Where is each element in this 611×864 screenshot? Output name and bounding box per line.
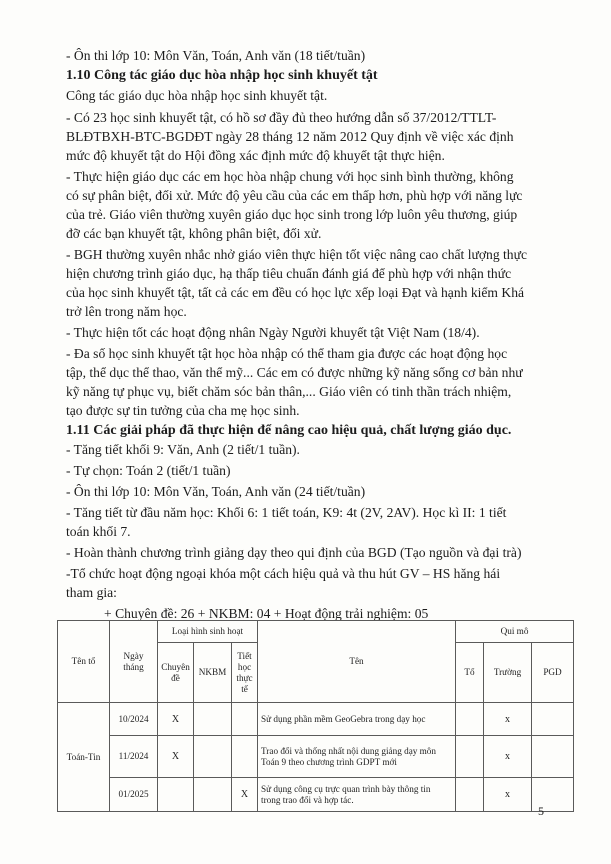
text-line: có sự phân biệt, đối xử. Mức độ yêu cầu của các em thấp hơn, phù hợp với năng lực (66, 188, 523, 203)
text-line: - Đa số học sinh khuyết tật học hòa nhập có thể tham gia được các hoạt động học (66, 346, 508, 361)
text-line: BLĐTBXH-BTC-BGDĐT ngày 28 tháng 12 năm 2012 Quy định về việc xác định (66, 129, 514, 144)
school-level-mark: x (484, 736, 532, 778)
header-experiential: Tiết học thực tế (232, 643, 258, 703)
text-line: - Ôn thi lớp 10: Môn Văn, Toán, Anh văn (24 tiết/tuần) (66, 484, 366, 499)
text-line: của trẻ. Giáo viên thường xuyên giáo dục học sinh trong lớp luôn yêu thương, giúp (66, 207, 518, 222)
activity-table (57, 620, 574, 812)
topic-mark: X (158, 736, 194, 778)
pgd-mark (532, 736, 574, 778)
team-level-mark (456, 703, 484, 736)
text-line: + Chuyên đề: 26 + NKBM: 04 + Hoạt động trải nghiệm: 05 (104, 606, 429, 621)
text-line: toán khối 7. (66, 524, 131, 539)
activity-name-cell: Trao đổi và thống nhất nội dung giảng dạy môn Toán 9 theo chương trình GDPT mới (258, 736, 456, 778)
text-line: tập, thể dục thể thao, văn thể mỹ... Các em có được những kỹ năng sống cơ bản như (66, 365, 523, 380)
topic-mark (158, 778, 194, 812)
page-number: 5 (538, 804, 544, 818)
experiential-mark (232, 703, 258, 736)
pgd-mark (532, 703, 574, 736)
text-line: - Có 23 học sinh khuyết tật, có hồ sơ đầy đủ theo hướng dẫn số 37/2012/TTLT- (66, 110, 497, 125)
nkbm-mark (194, 703, 232, 736)
nkbm-mark (194, 736, 232, 778)
text-line: đỡ các bạn khuyết tật, không phân biệt, đối xử. (66, 226, 322, 241)
text-line: - Tự chọn: Toán 2 (tiết/1 tuần) (66, 463, 231, 478)
experiential-mark: X (232, 778, 258, 812)
header-date: Ngày tháng (110, 621, 158, 703)
nkbm-mark (194, 778, 232, 812)
date-cell: 10/2024 (110, 703, 158, 736)
table-row (58, 778, 574, 812)
header-pgd: PGD (532, 643, 574, 703)
text-line: - Tăng tiết từ đầu năm học: Khối 6: 1 tiết toán, K9: 4t (2V, 2AV). Học kì II: 1 tiết (66, 505, 507, 520)
header-nkbm: NKBM (194, 643, 232, 703)
text-line: - Thực hiện tốt các hoạt động nhân Ngày Người khuyết tật Việt Nam (18/4). (66, 325, 480, 340)
header-team: Tên tổ (58, 621, 110, 703)
date-cell: 01/2025 (110, 778, 158, 812)
text-line: trở lên trong năm học. (66, 304, 187, 319)
school-level-mark: x (484, 703, 532, 736)
table-row (58, 736, 574, 778)
header-topic: Chuyên đề (158, 643, 194, 703)
header-school-level: Trường (484, 643, 532, 703)
team-level-mark (456, 778, 484, 812)
section-heading: 1.10 Công tác giáo dục hòa nhập học sinh khuyết tật (66, 68, 378, 83)
activity-name-cell: Sử dụng công cụ trực quan trình bày thông tin trong trao đổi và hợp tác. (258, 778, 456, 812)
text-line: hiện chương trình giáo dục, hạ thấp tiêu chuẩn đánh giá để phù hợp với nhận thức (66, 266, 512, 281)
date-cell: 11/2024 (110, 736, 158, 778)
text-line: Công tác giáo dục hòa nhập học sinh khuyết tật. (66, 88, 328, 103)
text-line: kỹ năng tự phục vụ, biết chăm sóc bản thân,... Giáo viên có tinh thần trách nhiệm, (66, 384, 512, 399)
text-line: tạo được sự tin tưởng của cha mẹ học sinh. (66, 403, 300, 418)
text-line: mức độ khuyết tật do Hội đồng xác định mức độ khuyết tật thực hiện. (66, 148, 445, 163)
topic-mark: X (158, 703, 194, 736)
experiential-mark (232, 736, 258, 778)
text-line: - Ôn thi lớp 10: Môn Văn, Toán, Anh văn (18 tiết/tuần) (66, 48, 366, 63)
header-activity-type: Loại hình sinh hoạt (158, 621, 258, 643)
text-line: - Hoàn thành chương trình giảng dạy theo qui định của BGD (Tạo nguồn và đại trà) (66, 545, 522, 560)
text-line: tham gia: (66, 585, 117, 600)
text-line: - Thực hiện giáo dục các em học hòa nhập chung với học sinh bình thường, không (66, 169, 514, 184)
table-row (58, 703, 574, 736)
text-line: - Tăng tiết khối 9: Văn, Anh (2 tiết/1 tuần). (66, 442, 300, 457)
activity-name-cell: Sử dụng phần mềm GeoGebra trong dạy học (258, 703, 456, 736)
text-line: -Tổ chức hoạt động ngoại khóa một cách hiệu quả và thu hút GV – HS hăng hái (66, 566, 501, 581)
header-scale: Qui mô (456, 621, 574, 643)
text-line: của học sinh khuyết tật, tất cả các em đều có học lực xếp loại Đạt và hạnh kiểm Khá (66, 285, 525, 300)
section-heading: 1.11 Các giải pháp đã thực hiện để nâng cao hiệu quả, chất lượng giáo dục. (66, 423, 512, 438)
header-team-level: Tổ (456, 643, 484, 703)
school-level-mark: x (484, 778, 532, 812)
team-level-mark (456, 736, 484, 778)
text-line: - BGH thường xuyên nhắc nhở giáo viên thực hiện tốt việc nâng cao chất lượng thực (66, 247, 527, 262)
header-name: Tên (258, 621, 456, 703)
team-name-cell: Toán-Tin (58, 703, 110, 812)
